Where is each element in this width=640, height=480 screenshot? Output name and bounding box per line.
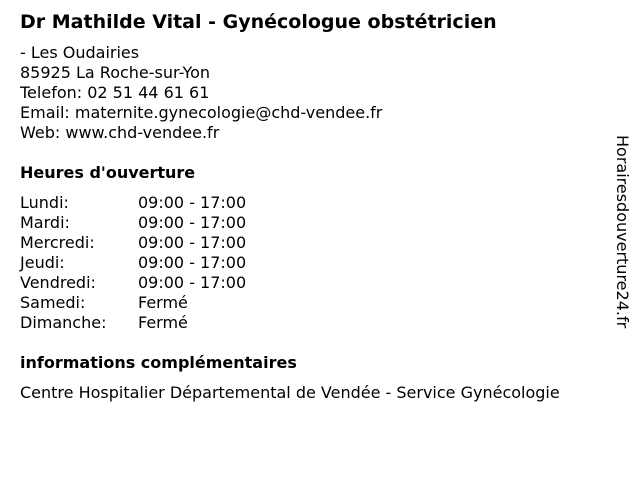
address-block (20, 43, 382, 143)
address-city: 85925 La Roche-sur-Yon (20, 63, 211, 82)
day-label: Samedi: (20, 293, 86, 312)
hours-value: 09:00 - 17:00 (138, 253, 247, 272)
email-text: Email: maternite.gynecologie@chd-vendee.fr (20, 103, 383, 122)
day-label: Dimanche: (20, 313, 107, 332)
hours-value: Fermé (138, 293, 188, 312)
hours-value: Fermé (138, 313, 188, 332)
opening-hours-heading: Heures d'ouverture (20, 163, 196, 182)
hours-value: 09:00 - 17:00 (138, 233, 247, 252)
page-title: Dr Mathilde Vital - Gynécologue obstétricien (20, 11, 497, 33)
hours-value: 09:00 - 17:00 (138, 273, 247, 292)
day-label: Mardi: (20, 213, 70, 232)
address-street: - Les Oudairies (20, 43, 140, 62)
phone-text: Telefon: 02 51 44 61 61 (20, 83, 210, 102)
day-label: Lundi: (20, 193, 69, 212)
additional-info-heading: informations complémentaires (20, 353, 297, 372)
day-label: Vendredi: (20, 273, 96, 292)
additional-info-text: Centre Hospitalier Départemental de Vendée - Service Gynécologie (20, 383, 560, 402)
hours-value: 09:00 - 17:00 (138, 193, 247, 212)
day-label: Jeudi: (20, 253, 65, 272)
hours-value: 09:00 - 17:00 (138, 213, 247, 232)
website-text: Web: www.chd-vendee.fr (20, 123, 220, 142)
day-label: Mercredi: (20, 233, 95, 252)
site-watermark: Horairesdouverture24.fr (613, 135, 632, 329)
